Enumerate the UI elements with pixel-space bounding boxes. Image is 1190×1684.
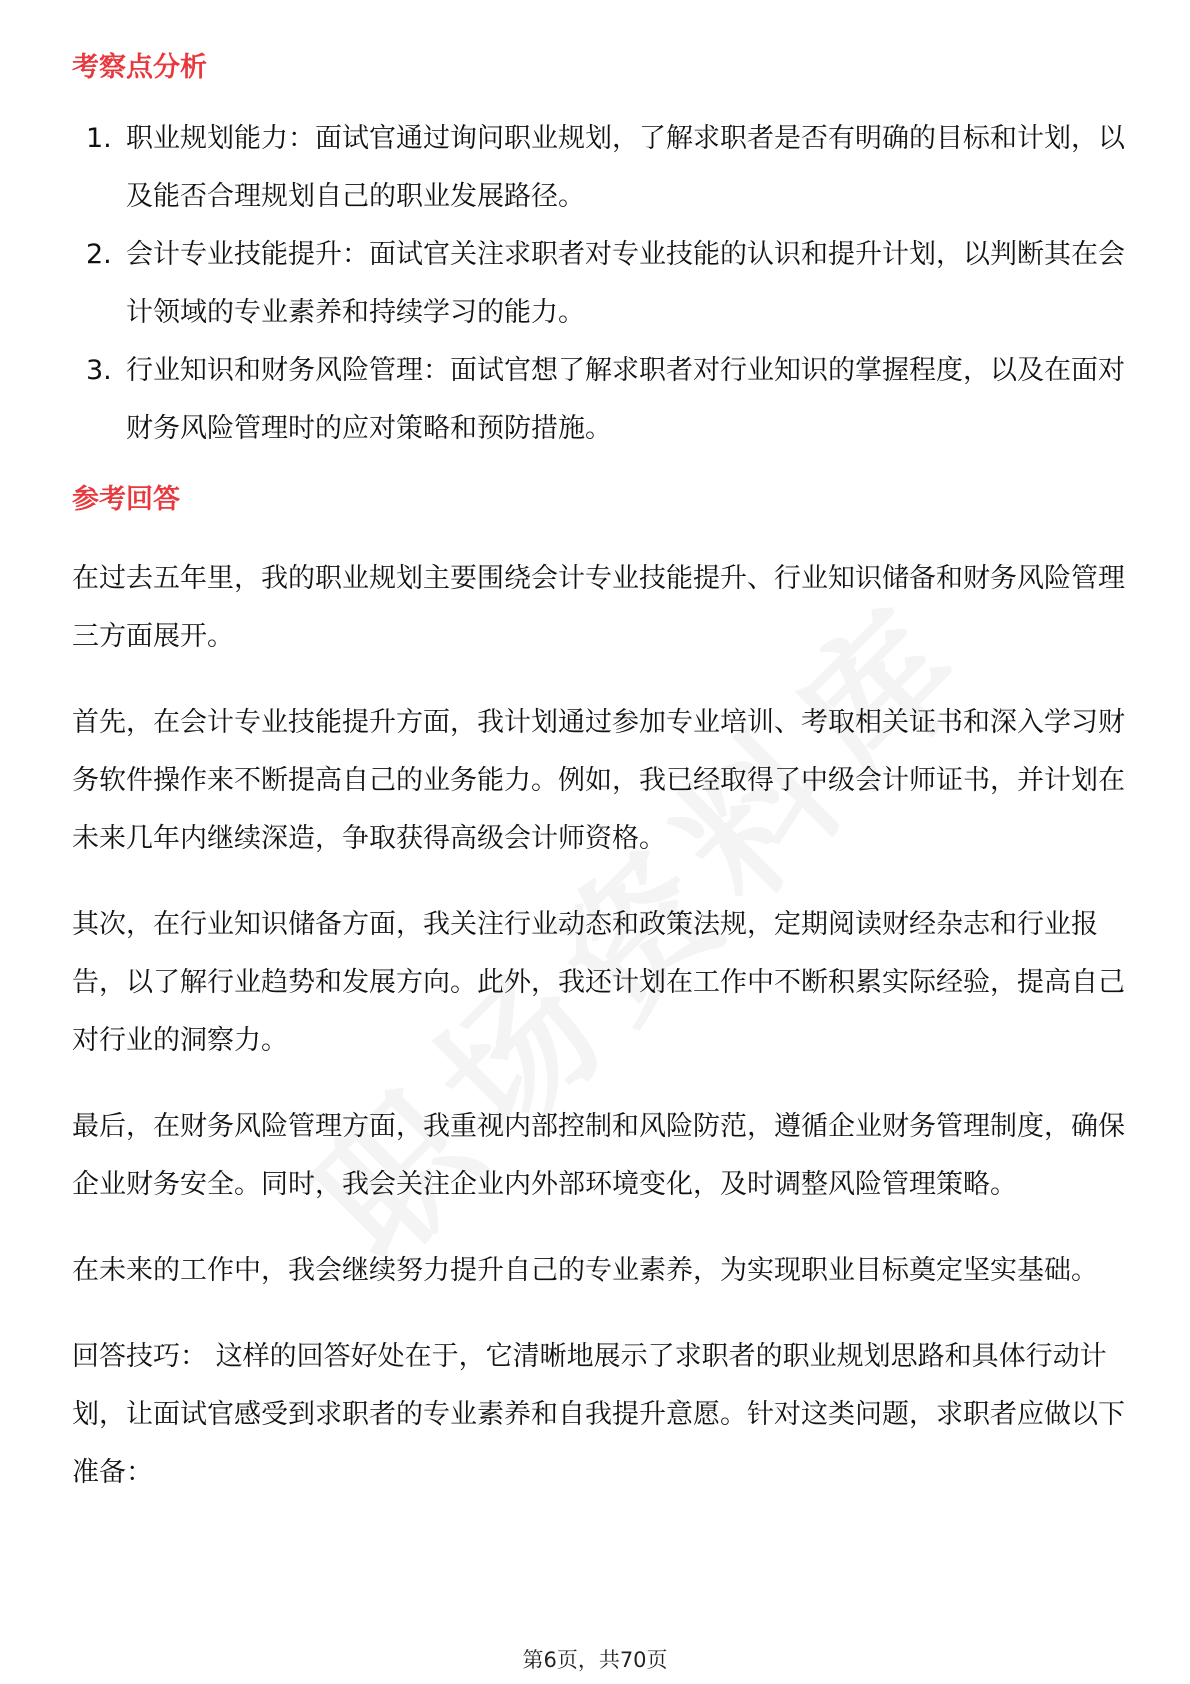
section-title-analysis: 考察点分析	[72, 52, 207, 83]
list-item-text: 会计专业技能提升：面试官关注求职者对专业技能的认识和提升计划，以判断其在会计领域的专业素养和持续学习的能力。	[126, 239, 1125, 328]
list-item-number: 3.	[86, 355, 112, 386]
answer-paragraph: 首先，在会计专业技能提升方面，我计划通过参加专业培训、考取相关证书和深入学习财务软件操作来不断提高自己的业务能力。例如，我已经取得了中级会计师证书，并计划在未来几年内继续深造，争取获得高级会计师资格。	[72, 707, 1125, 854]
answer-paragraph: 其次，在行业知识储备方面，我关注行业动态和政策法规，定期阅读财经杂志和行业报告，以了解行业趋势和发展方向。此外，我还计划在工作中不断积累实际经验，提高自己对行业的洞察力。	[72, 909, 1125, 1056]
answer-paragraph: 最后，在财务风险管理方面，我重视内部控制和风险防范，遵循企业财务管理制度，确保企业财务安全。同时，我会关注企业内外部环境变化，及时调整风险管理策略。	[72, 1111, 1125, 1200]
answer-paragraph: 在未来的工作中，我会继续努力提升自己的专业素养，为实现职业目标奠定坚实基础。	[72, 1255, 1098, 1286]
page-number-footer: 第6页，共70页	[522, 1648, 668, 1672]
list-item-text: 职业规划能力：面试官通过询问职业规划，了解求职者是否有明确的目标和计划，以及能否合理规划自己的职业发展路径。	[126, 123, 1125, 212]
list-item-number: 2.	[86, 239, 112, 270]
answer-paragraph: 在过去五年里，我的职业规划主要围绕会计专业技能提升、行业知识储备和财务风险管理三方面展开。	[72, 563, 1125, 652]
answer-tips-paragraph: 回答技巧： 这样的回答好处在于，它清晰地展示了求职者的职业规划思路和具体行动计划，让面试官感受到求职者的专业素养和自我提升意愿。针对这类问题，求职者应做以下准备：	[72, 1341, 1125, 1488]
page-content	[72, 48, 1128, 1502]
list-item	[72, 226, 1128, 342]
list-item-number: 1.	[86, 123, 112, 154]
list-item	[72, 110, 1128, 226]
list-item-text: 行业知识和财务风险管理：面试官想了解求职者对行业知识的掌握程度，以及在面对财务风险管理时的应对策略和预防措施。	[126, 355, 1125, 444]
list-item	[72, 342, 1128, 458]
analysis-list	[72, 110, 1128, 458]
section-title-answer: 参考回答	[72, 484, 180, 515]
